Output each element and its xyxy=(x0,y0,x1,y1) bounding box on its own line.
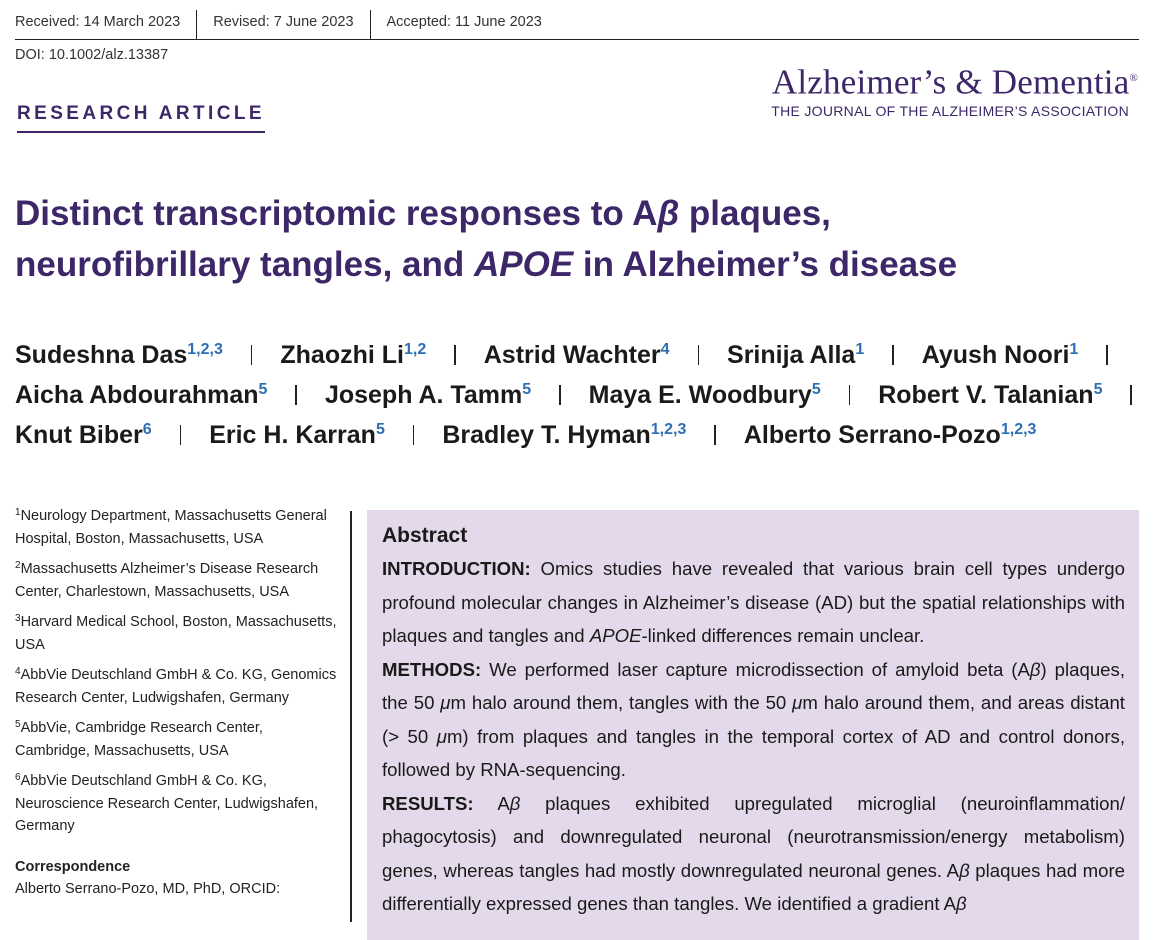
author-list xyxy=(15,335,1145,455)
journal-subtitle: THE JOURNAL OF THE ALZHEIMER’S ASSOCIATION xyxy=(771,102,1129,119)
author-separator xyxy=(559,385,561,405)
author[interactable]: Astrid Wachter$^4$ xyxy=(483,341,670,369)
author[interactable]: Knut Biber$^6$ xyxy=(15,421,152,449)
author-separator xyxy=(1106,345,1108,365)
author[interactable]: Bradley T. Hyman$^{1,2,3}$ xyxy=(442,421,687,449)
author-separator xyxy=(251,345,253,365)
journal-name: Alzheimer’s & Dementia® xyxy=(771,62,1138,102)
author[interactable]: Aicha Abdourahman$^5$ xyxy=(15,381,268,409)
author-separator xyxy=(454,345,456,365)
author[interactable]: Zhaozhi Li$^{1,2}$ xyxy=(280,341,427,369)
affiliation: $^3$Harvard Medical School, Boston, Massachusetts, USA xyxy=(15,613,337,653)
abstract-box xyxy=(367,510,1139,940)
registered-mark: ® xyxy=(1129,72,1138,84)
author-separator xyxy=(849,385,851,405)
affiliation: $^6$AbbVie Deutschland GmbH & Co. KG, Neuroscience Research Center, Ludwigshafen, Germany xyxy=(15,772,319,834)
author[interactable]: Srinija Alla$^1$ xyxy=(727,341,865,369)
affiliation: $^5$AbbVie, Cambridge Research Center, Cambridge, Massachusetts, USA xyxy=(15,719,263,759)
affiliation: $^1$Neurology Department, Massachusetts General Hospital, Boston, Massachusetts, USA xyxy=(15,507,327,547)
abstract-heading: Abstract xyxy=(382,524,468,547)
article-title: Distinct transcriptomic responses to Aβ plaques, neurofibrillary tangles, and APOE in Alzheimer’s disease xyxy=(15,194,958,284)
abstract-results: RESULTS: Aβ plaques exhibited upregulated microglial (neuroinflammation/ phagocytosis) and downregulated neuronal (neurotransmission/energy metabolism) genes, whereas tangles had mostly downregulated neuronal genes. Aβ plaques had more differentially expressed genes than tangles. We identified a gradient Aβ xyxy=(382,792,1125,914)
revised-date: Revised: 7 June 2023 xyxy=(197,10,370,39)
author[interactable]: Joseph A. Tamm$^5$ xyxy=(324,381,532,409)
affiliations xyxy=(15,505,340,901)
affiliation: $^2$Massachusetts Alzheimer’s Disease Research Center, Charlestown, Massachusetts, USA xyxy=(15,560,319,600)
author-separator xyxy=(892,345,894,365)
column-divider xyxy=(350,511,352,922)
author-separator xyxy=(295,385,297,405)
article-dates-bar xyxy=(15,10,1139,40)
author-separator xyxy=(714,425,716,445)
author[interactable]: Sudeshna Das$^{1,2,3}$ xyxy=(15,341,223,369)
author[interactable]: Eric H. Karran$^5$ xyxy=(209,421,385,449)
author[interactable]: Robert V. Talanian$^5$ xyxy=(878,381,1103,409)
abstract-methods: METHODS: We performed laser capture microdissection of amyloid beta (Aβ) plaques, the 50 μm halo around them, tangles with the 50 μm halo around them, and areas distant (> 50 μm) from plaques and tangles in the temporal cortex of AD and control donors, followed by RNA-sequencing. xyxy=(382,658,1125,780)
correspondence-text: Alberto Serrano-Pozo, MD, PhD, ORCID: xyxy=(15,881,281,897)
author-separator xyxy=(180,425,182,445)
affiliation: $^4$AbbVie Deutschland GmbH & Co. KG, Genomics Research Center, Ludwigshafen, Germany xyxy=(15,666,337,706)
author[interactable]: Ayush Noori$^1$ xyxy=(921,341,1079,369)
abstract-introduction: INTRODUCTION: Omics studies have revealed that various brain cell types undergo profound molecular changes in Alzheimer’s disease (AD) but the spatial relationships with plaques and tangles and APOE-linked differences remain unclear. xyxy=(382,558,1125,646)
doi[interactable]: DOI: 10.1002/alz.13387 xyxy=(15,47,169,63)
journal-logo[interactable] xyxy=(771,58,1138,119)
received-date: Received: 14 March 2023 xyxy=(15,10,197,39)
author[interactable]: Alberto Serrano-Pozo$^{1,2,3}$ xyxy=(743,421,1037,449)
author-separator xyxy=(698,345,700,365)
correspondence-heading: Correspondence xyxy=(15,858,131,875)
article-type: RESEARCH ARTICLE xyxy=(17,103,265,133)
author[interactable]: Maya E. Woodbury$^5$ xyxy=(588,381,821,409)
author-separator xyxy=(1130,385,1132,405)
author-separator xyxy=(413,425,415,445)
accepted-date: Accepted: 11 June 2023 xyxy=(386,14,542,30)
